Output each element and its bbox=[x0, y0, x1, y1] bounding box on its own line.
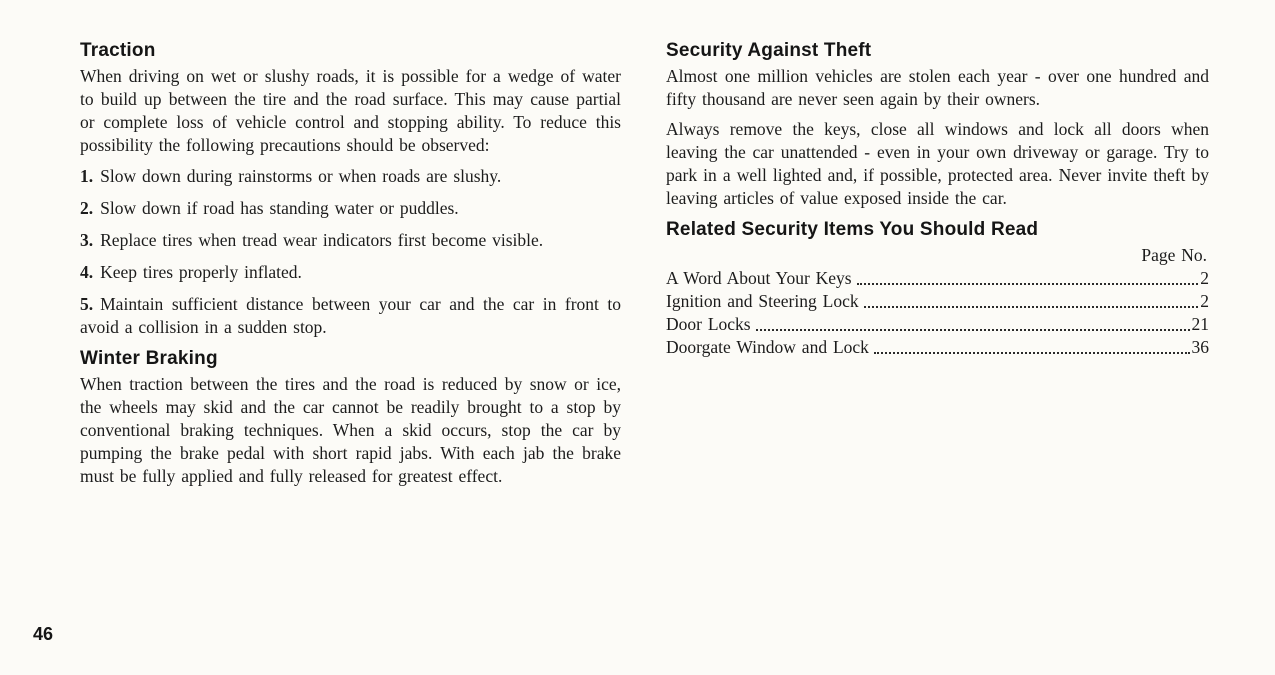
list-item-number: 1. bbox=[80, 166, 94, 186]
page-number: 46 bbox=[33, 624, 54, 644]
toc-label: Ignition and Steering Lock bbox=[666, 291, 859, 311]
list-item-text: Replace tires when tread wear indicators first become visible. bbox=[100, 230, 544, 250]
toc-row-keys bbox=[666, 267, 1209, 290]
page-no-column-label: Page No. bbox=[1141, 245, 1207, 265]
dotted-leader bbox=[756, 329, 1190, 331]
toc-page-number: 21 bbox=[1191, 314, 1209, 334]
dotted-leader bbox=[874, 352, 1190, 354]
toc-label: A Word About Your Keys bbox=[666, 268, 852, 288]
list-item-text: Slow down if road has standing water or puddles. bbox=[100, 198, 459, 218]
toc-page-number: 2 bbox=[1200, 291, 1209, 311]
toc-page-number: 36 bbox=[1191, 337, 1209, 357]
list-item-1 bbox=[80, 165, 621, 188]
heading-related-security-items: Related Security Items You Should Read bbox=[666, 219, 1039, 240]
related-items-toc bbox=[666, 267, 1209, 359]
security-paragraph-1: Almost one million vehicles are stolen each year - over one hundred and fifty thousand are never seen again by their owners. bbox=[666, 66, 1209, 109]
security-paragraph-2: Always remove the keys, close all windows and lock all doors when leaving the car unattended - even in your own driveway or garage. Try to park in a well lighted and, if possible, protected area. Never invite theft by leaving articles of value exposed inside the car. bbox=[666, 119, 1209, 208]
toc-page-number: 2 bbox=[1200, 268, 1209, 288]
list-item-text: Maintain sufficient distance between your car and the car in front to avoid a collision in a sudden stop. bbox=[80, 294, 621, 337]
list-item-4 bbox=[80, 261, 621, 284]
list-item-5 bbox=[80, 293, 621, 339]
winter-braking-body: When traction between the tires and the road is reduced by snow or ice, the wheels may skid and the car cannot be readily brought to a stop by conventional braking techniques. When a skid occurs, stop the car by pumping the brake pedal with short rapid jabs. With each jab the brake must be fully applied and fully released for greatest effect. bbox=[80, 374, 621, 486]
list-item-number: 4. bbox=[80, 262, 94, 282]
traction-intro: When driving on wet or slushy roads, it is possible for a wedge of water to build up between the tire and the road surface. This may cause partial or complete loss of vehicle control and stopping ability. To reduce this possibility the following precautions should be observed: bbox=[80, 66, 621, 155]
left-column bbox=[80, 40, 621, 488]
toc-row-ignition-lock bbox=[666, 290, 1209, 313]
traction-precautions-list bbox=[80, 165, 621, 339]
dotted-leader bbox=[857, 283, 1199, 285]
heading-security-against-theft: Security Against Theft bbox=[666, 40, 872, 61]
heading-winter-braking: Winter Braking bbox=[80, 348, 218, 369]
list-item-number: 2. bbox=[80, 198, 94, 218]
list-item-3 bbox=[80, 229, 621, 252]
heading-traction: Traction bbox=[80, 40, 156, 61]
list-item-number: 3. bbox=[80, 230, 94, 250]
dotted-leader bbox=[864, 306, 1199, 308]
right-column bbox=[666, 40, 1209, 488]
list-item-text: Slow down during rainstorms or when roads are slushy. bbox=[100, 166, 502, 186]
list-item-number: 5. bbox=[80, 294, 94, 314]
toc-row-doorgate-window bbox=[666, 336, 1209, 359]
toc-label: Doorgate Window and Lock bbox=[666, 337, 869, 357]
list-item-text: Keep tires properly inflated. bbox=[100, 262, 302, 282]
toc-row-door-locks bbox=[666, 313, 1209, 336]
list-item-2 bbox=[80, 197, 621, 220]
toc-label: Door Locks bbox=[666, 314, 751, 334]
